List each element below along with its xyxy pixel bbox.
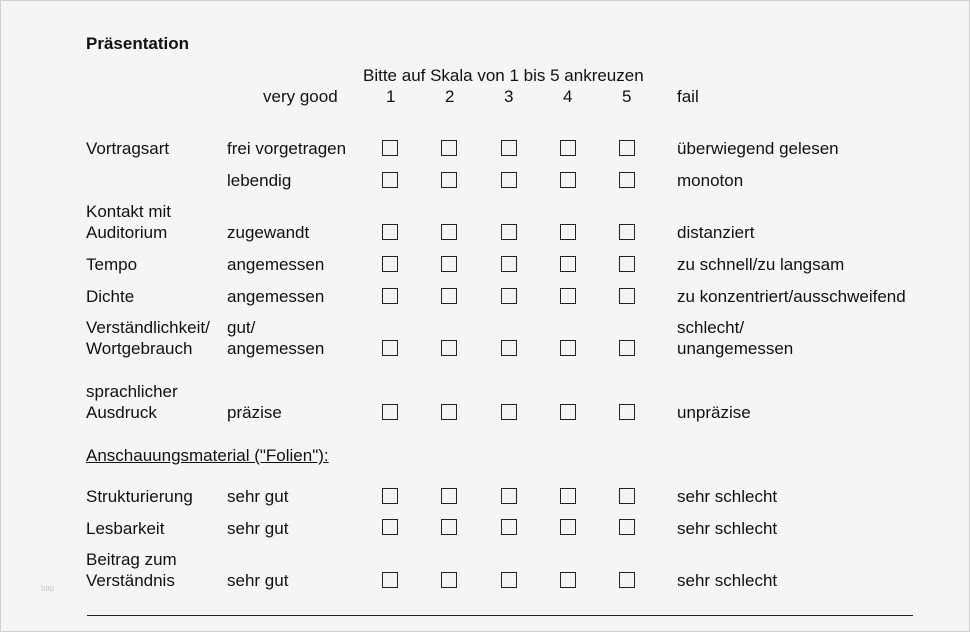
row-right-anchor: sehr schlecht: [677, 487, 778, 506]
rating-checkbox[interactable]: [560, 256, 576, 272]
rating-checkbox[interactable]: [441, 572, 457, 588]
row-left-anchor-line1: gut/: [227, 318, 256, 337]
rating-checkbox[interactable]: [619, 488, 635, 504]
rating-checkbox[interactable]: [382, 572, 398, 588]
watermark: http: [41, 584, 55, 593]
rating-checkbox[interactable]: [441, 519, 457, 535]
rating-checkbox[interactable]: [619, 224, 635, 240]
row-category-line1: Kontakt mit: [86, 202, 172, 221]
scale-number-5: 5: [622, 87, 632, 106]
rating-checkbox[interactable]: [382, 488, 398, 504]
bottom-rule: [87, 615, 913, 616]
rating-checkbox[interactable]: [501, 172, 517, 188]
row-right-anchor: monoton: [677, 171, 744, 190]
scale-number-3: 3: [504, 87, 514, 106]
rating-checkbox[interactable]: [619, 404, 635, 420]
row-category: Lesbarkeit: [86, 519, 165, 538]
scale-left-label: very good: [263, 87, 338, 106]
row-right-anchor: unangemessen: [677, 339, 794, 358]
rating-checkbox[interactable]: [382, 288, 398, 304]
rating-checkbox[interactable]: [382, 519, 398, 535]
rating-checkbox[interactable]: [619, 519, 635, 535]
row-left-anchor: präzise: [227, 403, 282, 422]
rating-checkbox[interactable]: [441, 140, 457, 156]
scale-number-4: 4: [563, 87, 573, 106]
row-category: Vortragsart: [86, 139, 170, 158]
row-right-anchor-line1: schlecht/: [677, 318, 745, 337]
rating-checkbox[interactable]: [501, 256, 517, 272]
row-left-anchor: zugewandt: [227, 223, 310, 242]
rating-checkbox[interactable]: [619, 172, 635, 188]
rating-checkbox[interactable]: [382, 224, 398, 240]
rating-checkbox[interactable]: [382, 256, 398, 272]
rating-checkbox[interactable]: [501, 224, 517, 240]
rating-checkbox[interactable]: [441, 340, 457, 356]
row-left-anchor: sehr gut: [227, 571, 289, 590]
row-category: Auditorium: [86, 223, 168, 242]
scale-instruction: Bitte auf Skala von 1 bis 5 ankreuzen: [363, 66, 644, 85]
rating-checkbox[interactable]: [501, 488, 517, 504]
rating-checkbox[interactable]: [441, 256, 457, 272]
row-left-anchor: lebendig: [227, 171, 292, 190]
row-left-anchor: sehr gut: [227, 519, 289, 538]
rating-checkbox[interactable]: [560, 340, 576, 356]
section-heading: Anschauungsmaterial ("Folien"):: [86, 446, 329, 465]
rating-checkbox[interactable]: [560, 140, 576, 156]
rating-checkbox[interactable]: [560, 224, 576, 240]
row-right-anchor: zu konzentriert/ausschweifend: [677, 287, 906, 306]
scale-right-label: fail: [677, 87, 699, 106]
scale-number-2: 2: [445, 87, 455, 106]
row-category-line1: Beitrag zum: [86, 550, 177, 569]
page-title: Präsentation: [86, 34, 189, 53]
rating-checkbox[interactable]: [619, 256, 635, 272]
row-right-anchor: sehr schlecht: [677, 519, 778, 538]
rating-checkbox[interactable]: [501, 404, 517, 420]
rating-checkbox[interactable]: [619, 572, 635, 588]
rating-checkbox[interactable]: [441, 224, 457, 240]
rating-checkbox[interactable]: [501, 572, 517, 588]
scale-number-1: 1: [386, 87, 396, 106]
row-category: Wortgebrauch: [86, 339, 193, 358]
rating-checkbox[interactable]: [501, 288, 517, 304]
row-category: Ausdruck: [86, 403, 157, 422]
rating-checkbox[interactable]: [560, 172, 576, 188]
rating-checkbox[interactable]: [619, 340, 635, 356]
row-category-line1: sprachlicher: [86, 382, 178, 401]
rating-checkbox[interactable]: [560, 519, 576, 535]
rating-checkbox[interactable]: [382, 404, 398, 420]
row-category: Verständnis: [86, 571, 175, 590]
rating-checkbox[interactable]: [382, 340, 398, 356]
row-left-anchor: sehr gut: [227, 487, 289, 506]
rating-checkbox[interactable]: [441, 404, 457, 420]
row-left-anchor: angemessen: [227, 287, 325, 306]
rating-checkbox[interactable]: [382, 172, 398, 188]
row-right-anchor: unpräzise: [677, 403, 751, 422]
rating-checkbox[interactable]: [619, 140, 635, 156]
rating-checkbox[interactable]: [441, 172, 457, 188]
rating-checkbox[interactable]: [560, 288, 576, 304]
row-category: Strukturierung: [86, 487, 193, 506]
rating-checkbox[interactable]: [441, 488, 457, 504]
row-left-anchor: angemessen: [227, 255, 325, 274]
rating-checkbox[interactable]: [560, 572, 576, 588]
rating-checkbox[interactable]: [501, 140, 517, 156]
rating-checkbox[interactable]: [441, 288, 457, 304]
rating-checkbox[interactable]: [619, 288, 635, 304]
rating-checkbox[interactable]: [560, 404, 576, 420]
row-category: Dichte: [86, 287, 135, 306]
rating-checkbox[interactable]: [382, 140, 398, 156]
row-right-anchor: distanziert: [677, 223, 755, 242]
rating-checkbox[interactable]: [501, 519, 517, 535]
row-right-anchor: zu schnell/zu langsam: [677, 255, 845, 274]
row-left-anchor: frei vorgetragen: [227, 139, 347, 158]
row-right-anchor: sehr schlecht: [677, 571, 778, 590]
row-category: Tempo: [86, 255, 138, 274]
row-category-line1: Verständlichkeit/: [86, 318, 210, 337]
row-left-anchor: angemessen: [227, 339, 325, 358]
rating-checkbox[interactable]: [560, 488, 576, 504]
rating-checkbox[interactable]: [501, 340, 517, 356]
row-right-anchor: überwiegend gelesen: [677, 139, 839, 158]
